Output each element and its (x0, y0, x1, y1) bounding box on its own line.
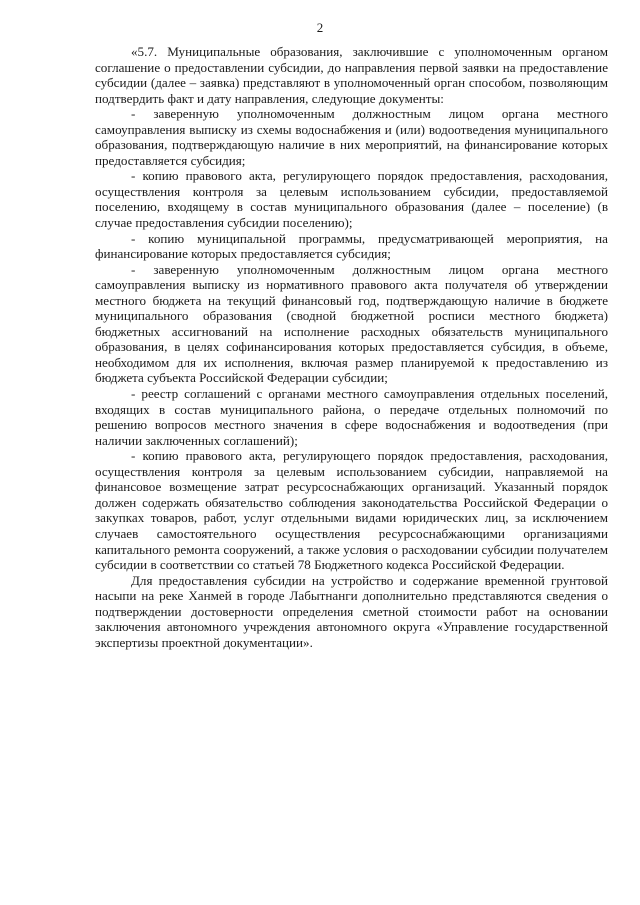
paragraph-khanmey-embankment: Для предоставления субсидии на устройство и содержание временной грунтовой насыпи на реке Ханмей в городе Лабытнанги дополнительно представляются сведения о подтверждении достоверности определения сметной стоимости работ на основании заключения автономного учреждения автономного округа «Управление государственной экспертизы проектной документации». (95, 572, 608, 650)
list-item-water-scheme-extract: - заверенную уполномоченным должностным лицом органа местного самоуправления выписку из схемы водоснабжения и (или) водоотведения муниципального образования, подтверждающую наличие в них мероприятий, на финансирование которых предоставляется субсидия; (95, 106, 608, 168)
page-number: 2 (316, 20, 324, 35)
list-item-legal-act-settlement: - копию правового акта, регулирующего порядок предоставления, расходования, осуществления контроля за целевым использованием субсидии, предоставляемой поселению, входящему в состав муниципального образования (далее – поселение) (в случае предоставления субсидии поселению); (95, 168, 608, 231)
document-body (95, 44, 608, 650)
list-item-budget-extract: - заверенную уполномоченным должностным лицом органа местного самоуправления выписку из нормативного правового акта получателя об утверждении местного бюджета на текущий финансовый год, подтверждающую наличие в бюджете муниципального образования (сводной бюджетной росписи местного бюджета) бюджетных ассигнований на исполнение расходных обязательств муниципального образования, в целях софинансирования которых предоставляется субсидия, в объеме, необходимом для их исполнения, включая размер планируемой к предоставлению из бюджета субъекта Российской Федерации субсидии; (95, 261, 608, 386)
list-item-legal-act-compensation: - копию правового акта, регулирующего порядок предоставления, расходования, осуществления контроля за целевым использованием субсидии, направляемой на финансовое возмещение затрат ресурсоснабжающих организаций. Указанный порядок должен содержать обязательство соблюдения законодательства Российской Федерации о закупках товаров, работ, услуг отдельными видами юридических лиц, за исключением случаев самостоятельного осуществления ресурсоснабжающими организациями капитального ремонта сооружений, а также условия о расходовании субсидии получателем субсидии в соответствии со статьей 78 Бюджетного кодекса Российской Федерации. (95, 448, 608, 573)
list-item-municipal-program: - копию муниципальной программы, предусматривающей мероприятия, на финансирование которых предоставляется субсидия; (95, 230, 608, 262)
paragraph-5-7-intro: «5.7. Муниципальные образования, заключившие с уполномоченным органом соглашение о предоставлении субсидии, до направления первой заявки на предоставление субсидии (далее – заявка) представляют в уполномоченный орган способом, позволяющим подтвердить факт и дату направления, следующие документы: (95, 44, 608, 106)
list-item-agreements-registry: - реестр соглашений с органами местного самоуправления отдельных поселений, входящих в состав муниципального района, о передаче отдельных полномочий по решению вопросов местного значения в сфере водоснабжения и водоотведения (при наличии заключенных соглашений); (95, 386, 608, 448)
